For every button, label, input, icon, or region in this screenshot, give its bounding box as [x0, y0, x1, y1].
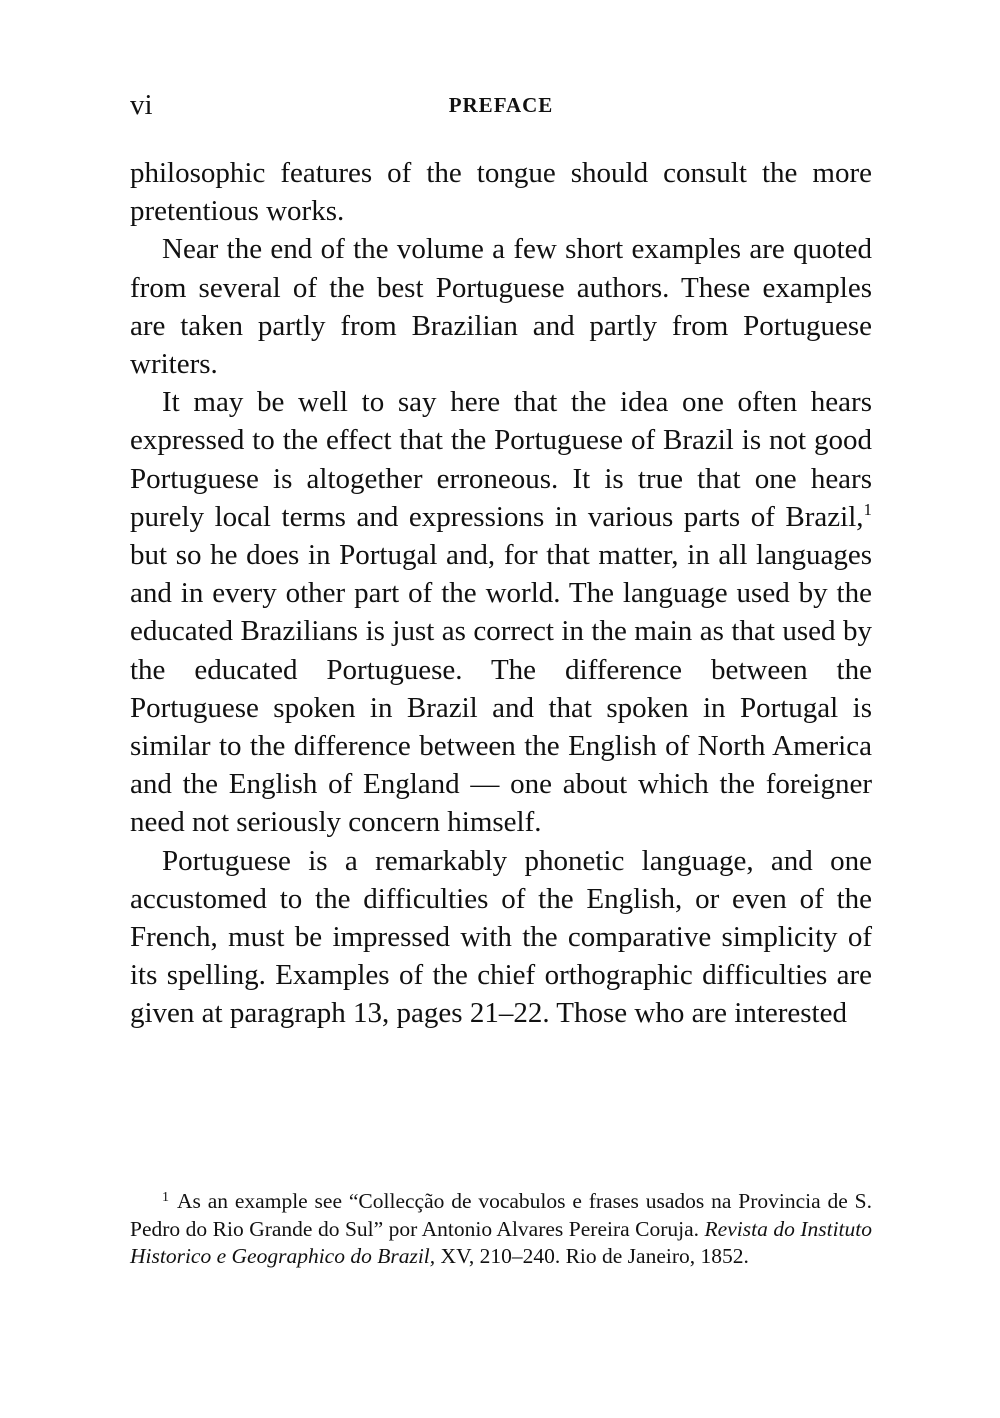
- footnote-reference[interactable]: 1: [863, 499, 872, 519]
- source-title: Revista do Instituto Historico e Geographico do Brazil,: [130, 1216, 872, 1268]
- running-head: [130, 88, 872, 122]
- paragraph-text: It may be well to say here that the idea one often hears expressed to the effect that the Portuguese of Brazil is not good Portuguese is altogether erroneous. It is true that one hears purely local terms and expressions in various parts of Brazil,: [130, 386, 872, 533]
- footnote-text: As an example see “Collecção de vocabulos e frases usados na Provincia de S. Pedro do Rio Grande do Sul” por Antonio Alvares Pereira Coruja.: [130, 1189, 872, 1241]
- footnote-marker: 1: [162, 1190, 169, 1205]
- paragraph-text: but so he does in Portugal and, for that matter, in all languages and in every other part of the world. The language used by the educated Brazilians is just as correct in the main as that used by the educated Portuguese. The difference between the Portuguese spoken in Brazil and that spoken in Portugal is similar to the difference between the English of North America and the English of England — one about which the foreigner need not seriously concern himself.: [130, 539, 872, 839]
- paragraph: Near the end of the volume a few short examples are quoted from several of the best Portuguese authors. These examples are taken partly from Brazilian and partly from Portuguese writers.: [130, 233, 872, 381]
- footnote-text: XV, 210–240. Rio de Janeiro, 1852.: [435, 1244, 749, 1268]
- paragraph: philosophic features of the tongue should consult the more pretentious works.: [130, 157, 872, 228]
- page-title: PREFACE: [448, 93, 554, 117]
- body-text: [130, 154, 872, 1033]
- paragraph: [130, 383, 872, 841]
- footnote: [130, 1188, 872, 1271]
- paragraph: Portuguese is a remarkably phonetic language, and one accustomed to the difficulties of the English, or even of the French, must be impressed with the comparative simplicity of its spelling. Examples of the chief orthographic difficulties are given at paragraph 13, pages 21–22. Those who are interested: [130, 844, 872, 1030]
- page-number: vi: [130, 89, 153, 121]
